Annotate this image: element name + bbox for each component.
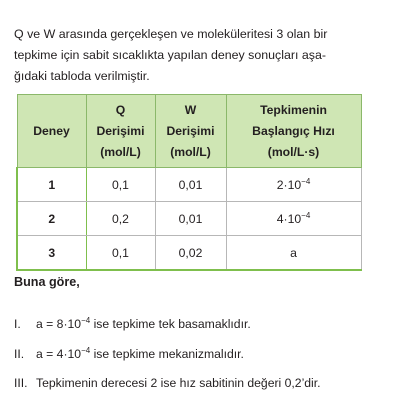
cell-w: 0,02 <box>155 236 226 271</box>
cell-w: 0,01 <box>155 168 226 202</box>
statement-numeral: II. <box>14 347 25 361</box>
cell-rate: $4\cdot 10^{-4}$ <box>226 202 361 236</box>
cell-deney: 2 <box>17 202 86 236</box>
intro-line-3: ğıdaki tabloda verilmiştir. <box>14 69 150 83</box>
cell-deney: 1 <box>17 168 86 202</box>
table-row <box>17 236 361 271</box>
cell-w: 0,01 <box>155 202 226 236</box>
table-row <box>17 168 361 202</box>
table-row <box>17 202 361 236</box>
header-deney: Deney <box>17 95 86 168</box>
question-title: Buna göre, <box>14 275 80 289</box>
statement-numeral: I. <box>14 317 21 331</box>
table-header-row <box>17 95 361 168</box>
statement-3: III. Tepkimenin derecesi 2 ise hız sabitinin değeri 0,2’dir. <box>14 376 321 390</box>
cell-q: 0,1 <box>86 168 155 202</box>
statement-numeral: III. <box>14 376 28 390</box>
intro-paragraph <box>14 24 406 87</box>
cell-rate: $2\cdot 10^{-4}$ <box>226 168 361 202</box>
header-initial-rate: Tepkimenin Başlangıç Hızı (mol/L·s) <box>226 95 361 168</box>
cell-rate: a <box>226 236 361 271</box>
cell-q: 0,1 <box>86 236 155 271</box>
cell-q: 0,2 <box>86 202 155 236</box>
statement-1: I. $a = 8\cdot 10^{-4}$ ise tepkime tek basamaklıdır. <box>14 316 251 331</box>
statement-2: II. $a = 4\cdot 10^{-4}$ ise tepkime mekanizmalıdır. <box>14 346 244 361</box>
header-w-concentration: W Derişimi (mol/L) <box>155 95 226 168</box>
cell-deney: 3 <box>17 236 86 271</box>
experiment-results-table <box>16 94 362 271</box>
intro-line-1: Q ve W arasında gerçekleşen ve moleküleritesi 3 olan bir <box>14 27 328 41</box>
header-q-concentration: Q Derişimi (mol/L) <box>86 95 155 168</box>
intro-line-2: tepkime için sabit sıcaklıkta yapılan deney sonuçları aşa- <box>14 48 326 62</box>
